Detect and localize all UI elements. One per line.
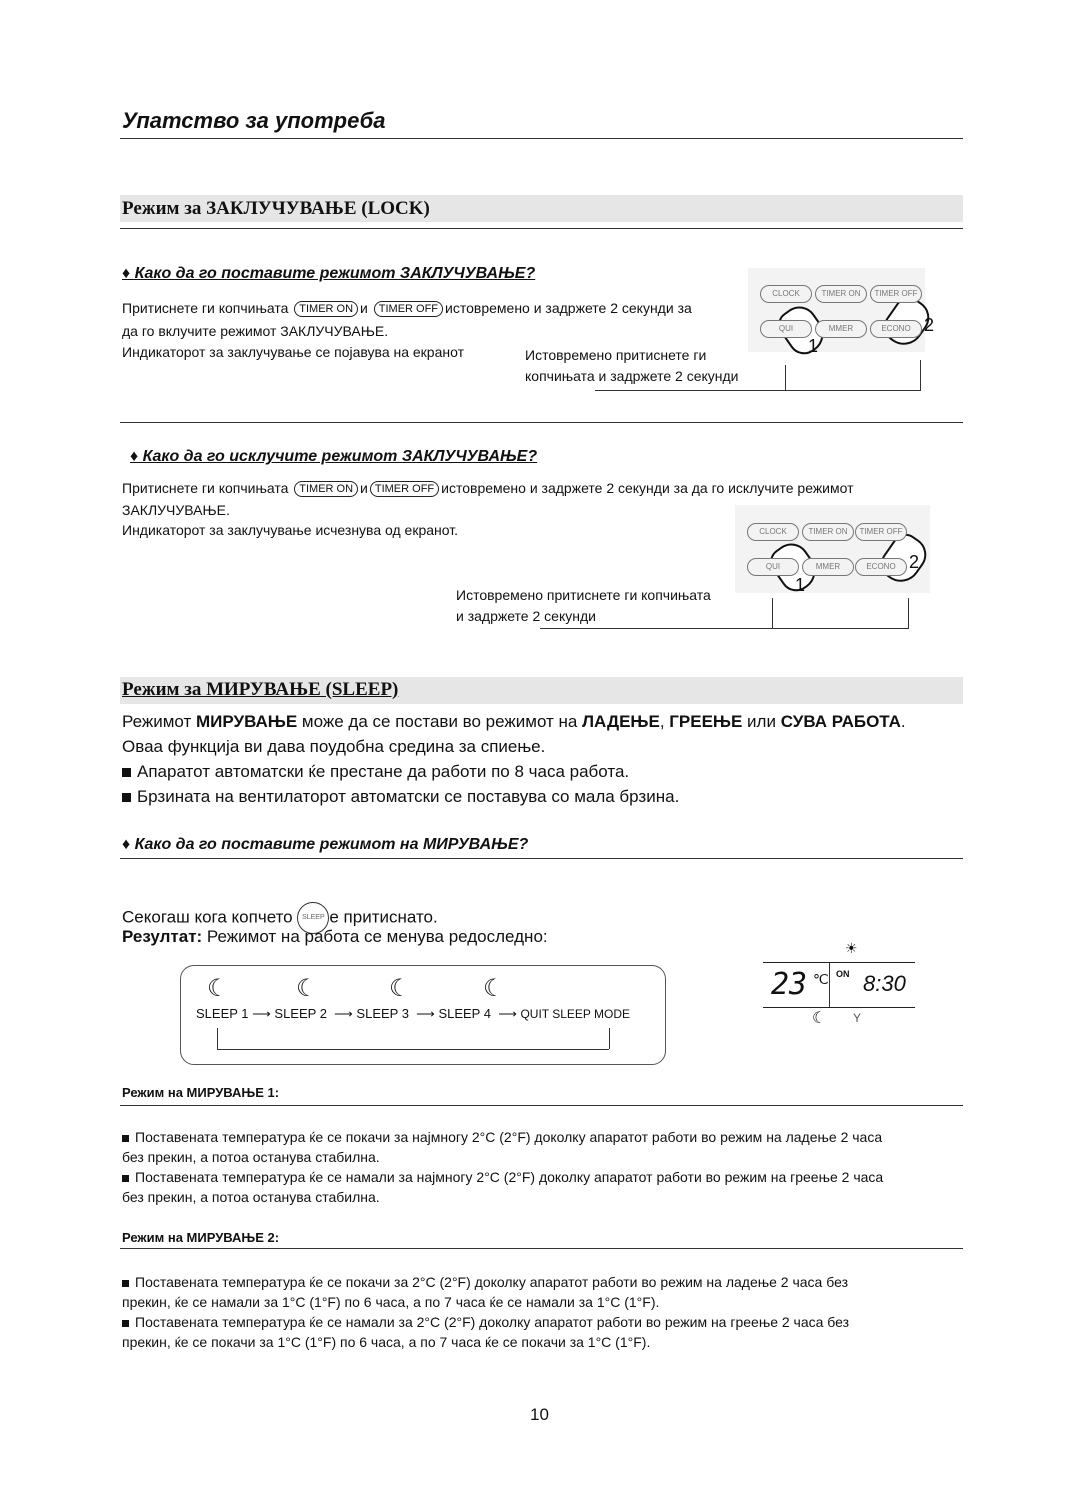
sequence-step: SLEEP 3 [356, 1006, 409, 1021]
text-line: Индикаторот за заклучување се појавува на екранот [122, 344, 465, 360]
bullet-icon [122, 1280, 129, 1287]
mode1-title: Режим на МИРУВАЊЕ 1: [122, 1085, 280, 1100]
text: , [659, 712, 670, 731]
paragraph-line [122, 1314, 849, 1330]
text: може да се постави во режимот на [297, 712, 583, 731]
finger-number: 2 [909, 552, 920, 572]
remote-button: MMER [802, 558, 854, 576]
moon-icon: ☾ [483, 975, 505, 1002]
text: Поставената температура ќе се намали за 2°C (2°F) доколку апаратот работи во режим на греење 2 часа без [135, 1314, 850, 1330]
text: . [900, 712, 906, 731]
section-title-sleep: Режим за МИРУВАЊЕ (SLEEP) [122, 679, 399, 700]
callout-line [540, 628, 909, 629]
intro-line [122, 712, 906, 732]
text: ГРЕЕЊЕ [669, 712, 743, 731]
paragraph-line [122, 1169, 883, 1185]
bullet-item [122, 762, 629, 782]
section-title-lock: Режим за ЗАКЛУЧУВАЊЕ (LOCK) [122, 198, 430, 219]
remote-button: QUI [747, 558, 799, 576]
caption: Истовремено притиснете ги [525, 347, 707, 363]
heading-unset-lock: ♦ Како да го исклучите режимот ЗАКЛУЧУВАЊЕ? [130, 448, 538, 465]
text-line [122, 300, 692, 317]
text: ЛАДЕЊЕ [582, 712, 660, 731]
text: и [360, 480, 368, 496]
divider [829, 963, 830, 1007]
divider [120, 228, 963, 229]
divider [120, 1105, 963, 1106]
remote-illustration [748, 268, 935, 356]
heading-set-sleep: ♦ Како да го поставите режимот на МИРУВАЊЕ? [122, 836, 529, 853]
text: Резултат: [122, 927, 203, 946]
timer-on-button-glyph: TIMER ON [294, 481, 358, 497]
sequence-step: SLEEP 2 [274, 1006, 327, 1021]
text-line [122, 480, 854, 497]
callout-line [920, 360, 921, 390]
callout-line [785, 365, 786, 390]
text: Поставената температура ќе се намали за најмногу 2°C (2°F) доколку апаратот работи во режим на греење 2 часа [135, 1169, 884, 1185]
text: Поставената температура ќе се покачи за најмногу 2°C (2°F) доколку апаратот работи во режим на ладење 2 часа [135, 1129, 883, 1145]
fan-icon: Y [853, 1011, 862, 1025]
moon-icon: ☾ [389, 975, 411, 1002]
text: истовремено и задржете 2 секунди за да го исклучите режимот [441, 480, 854, 496]
text: Режимот [122, 712, 197, 731]
unit: ℃ [813, 971, 829, 987]
caption: и задржете 2 секунди [456, 608, 596, 624]
remote-button: TIMER ON [815, 285, 867, 303]
bullet-icon [122, 1135, 129, 1142]
remote-illustration [735, 505, 930, 593]
remote-button: MMER [815, 320, 867, 338]
remote-button: TIMER ON [802, 523, 854, 541]
remote-button: CLOCK [747, 523, 799, 541]
bullet-icon [122, 793, 131, 802]
finger-number: 2 [924, 315, 935, 335]
remote-button: QUI [760, 320, 812, 338]
remote-button: CLOCK [760, 285, 812, 303]
caption: копчињата и задржете 2 секунди [525, 368, 739, 384]
text: Апаратот автоматски ќе престане да работи по 8 часа работа. [137, 762, 630, 781]
finger-number: 1 [795, 575, 806, 595]
page-number: 10 [530, 1405, 549, 1424]
remote-button: ECONO [870, 320, 922, 338]
mode2-title: Режим на МИРУВАЊЕ 2: [122, 1230, 280, 1245]
text: Брзината на вентилаторот автоматски се поставува со мала брзина. [137, 787, 680, 806]
callout-line [908, 598, 909, 628]
bullet-icon [122, 768, 131, 777]
timer-time: 8:30 [863, 971, 906, 996]
loop-arrow [217, 1049, 609, 1050]
bullet-item [122, 787, 679, 807]
remote-button: ECONO [855, 558, 907, 576]
text-line: ЗАКЛУЧУВАЊЕ. [122, 502, 230, 518]
text: и [360, 300, 368, 316]
loop-arrow [217, 1028, 218, 1049]
timer-on-button-glyph: TIMER ON [294, 301, 358, 317]
divider [120, 422, 963, 423]
sequence-step: SLEEP 1 [196, 1006, 249, 1021]
text: Режимот на работа се менува редоследно: [202, 927, 548, 946]
text-line: да го вклучите режимот ЗАКЛУЧУВАЊЕ. [122, 323, 389, 339]
loop-arrow [609, 1028, 610, 1049]
paragraph-line [122, 1274, 848, 1290]
bullet-icon [122, 1175, 129, 1182]
remote-button: TIMER OFF [855, 523, 907, 541]
callout-line [772, 598, 773, 628]
text: МИРУВАЊЕ [196, 712, 298, 731]
result-line [122, 927, 548, 947]
heading-set-lock: ♦ Како да го поставите режимот ЗАКЛУЧУВАЊЕ? [122, 265, 536, 282]
timer-on-label: ON [836, 969, 850, 979]
timer-off-button-glyph: TIMER OFF [374, 301, 443, 317]
sequence-step: QUIT SLEEP MODE [520, 1007, 631, 1021]
text: истовремено и задржете 2 секунди за [445, 300, 692, 316]
paragraph-line [122, 1129, 882, 1145]
timer-off-button-glyph: TIMER OFF [370, 481, 439, 497]
text: СУВА РАБОТА [780, 712, 901, 731]
callout-line [595, 390, 921, 391]
sleep-icon: ☾ [812, 1010, 827, 1027]
text: или [742, 712, 781, 731]
remote-button: TIMER OFF [870, 285, 922, 303]
sequence-row: SLEEP 1 ⟶ SLEEP 2 ⟶ SLEEP 3 ⟶ SLEEP 4 ⟶ QUIT SLEEP MODE [196, 1006, 631, 1021]
paragraph-line: без прекин, а потоа останува стабилна. [122, 1189, 380, 1205]
caption: Истовремено притиснете ги копчињата [456, 587, 711, 603]
paragraph-line: прекин, ќе се намали за 1°C (1°F) по 6 часа, а по 7 часа ќе се намали за 1°C (1°F). [122, 1294, 660, 1310]
divider [120, 1248, 963, 1249]
sleep-sequence-diagram [180, 965, 666, 1065]
divider [120, 858, 963, 859]
paragraph-line: без прекин, а потоа останува стабилна. [122, 1149, 380, 1165]
text-line: Индикаторот за заклучување исчезнува од екранот. [122, 522, 458, 538]
temperature: 23 [771, 967, 808, 1002]
sleep-button-glyph: SLEEP [297, 902, 329, 934]
text: е притиснато. [329, 907, 438, 927]
text-line: Оваа функција ви дава поудобна средина за спиење. [122, 737, 546, 756]
page-title: Упатство за употреба [122, 108, 386, 133]
text: Поставената температура ќе се покачи за 2°C (2°F) доколку апаратот работи во режим на ладење 2 часа без [135, 1274, 848, 1290]
finger-number: 1 [808, 336, 819, 356]
moon-icon: ☾ [207, 975, 229, 1002]
divider [120, 138, 963, 139]
sun-icon: ☀ [845, 940, 858, 956]
paragraph-line: прекин, ќе се покачи за 1°C (1°F) по 6 часа, а по 7 часа ќе се покачи за 1°C (1°F). [122, 1334, 651, 1350]
lcd-display [763, 962, 915, 1008]
text: Притиснете ги копчињата [122, 480, 289, 496]
text: Притиснете ги копчињата [122, 300, 289, 316]
bullet-icon [122, 1320, 129, 1327]
sequence-step: SLEEP 4 [438, 1006, 491, 1021]
text: Секогаш кога копчето [122, 907, 293, 927]
moon-icon: ☾ [296, 975, 318, 1002]
